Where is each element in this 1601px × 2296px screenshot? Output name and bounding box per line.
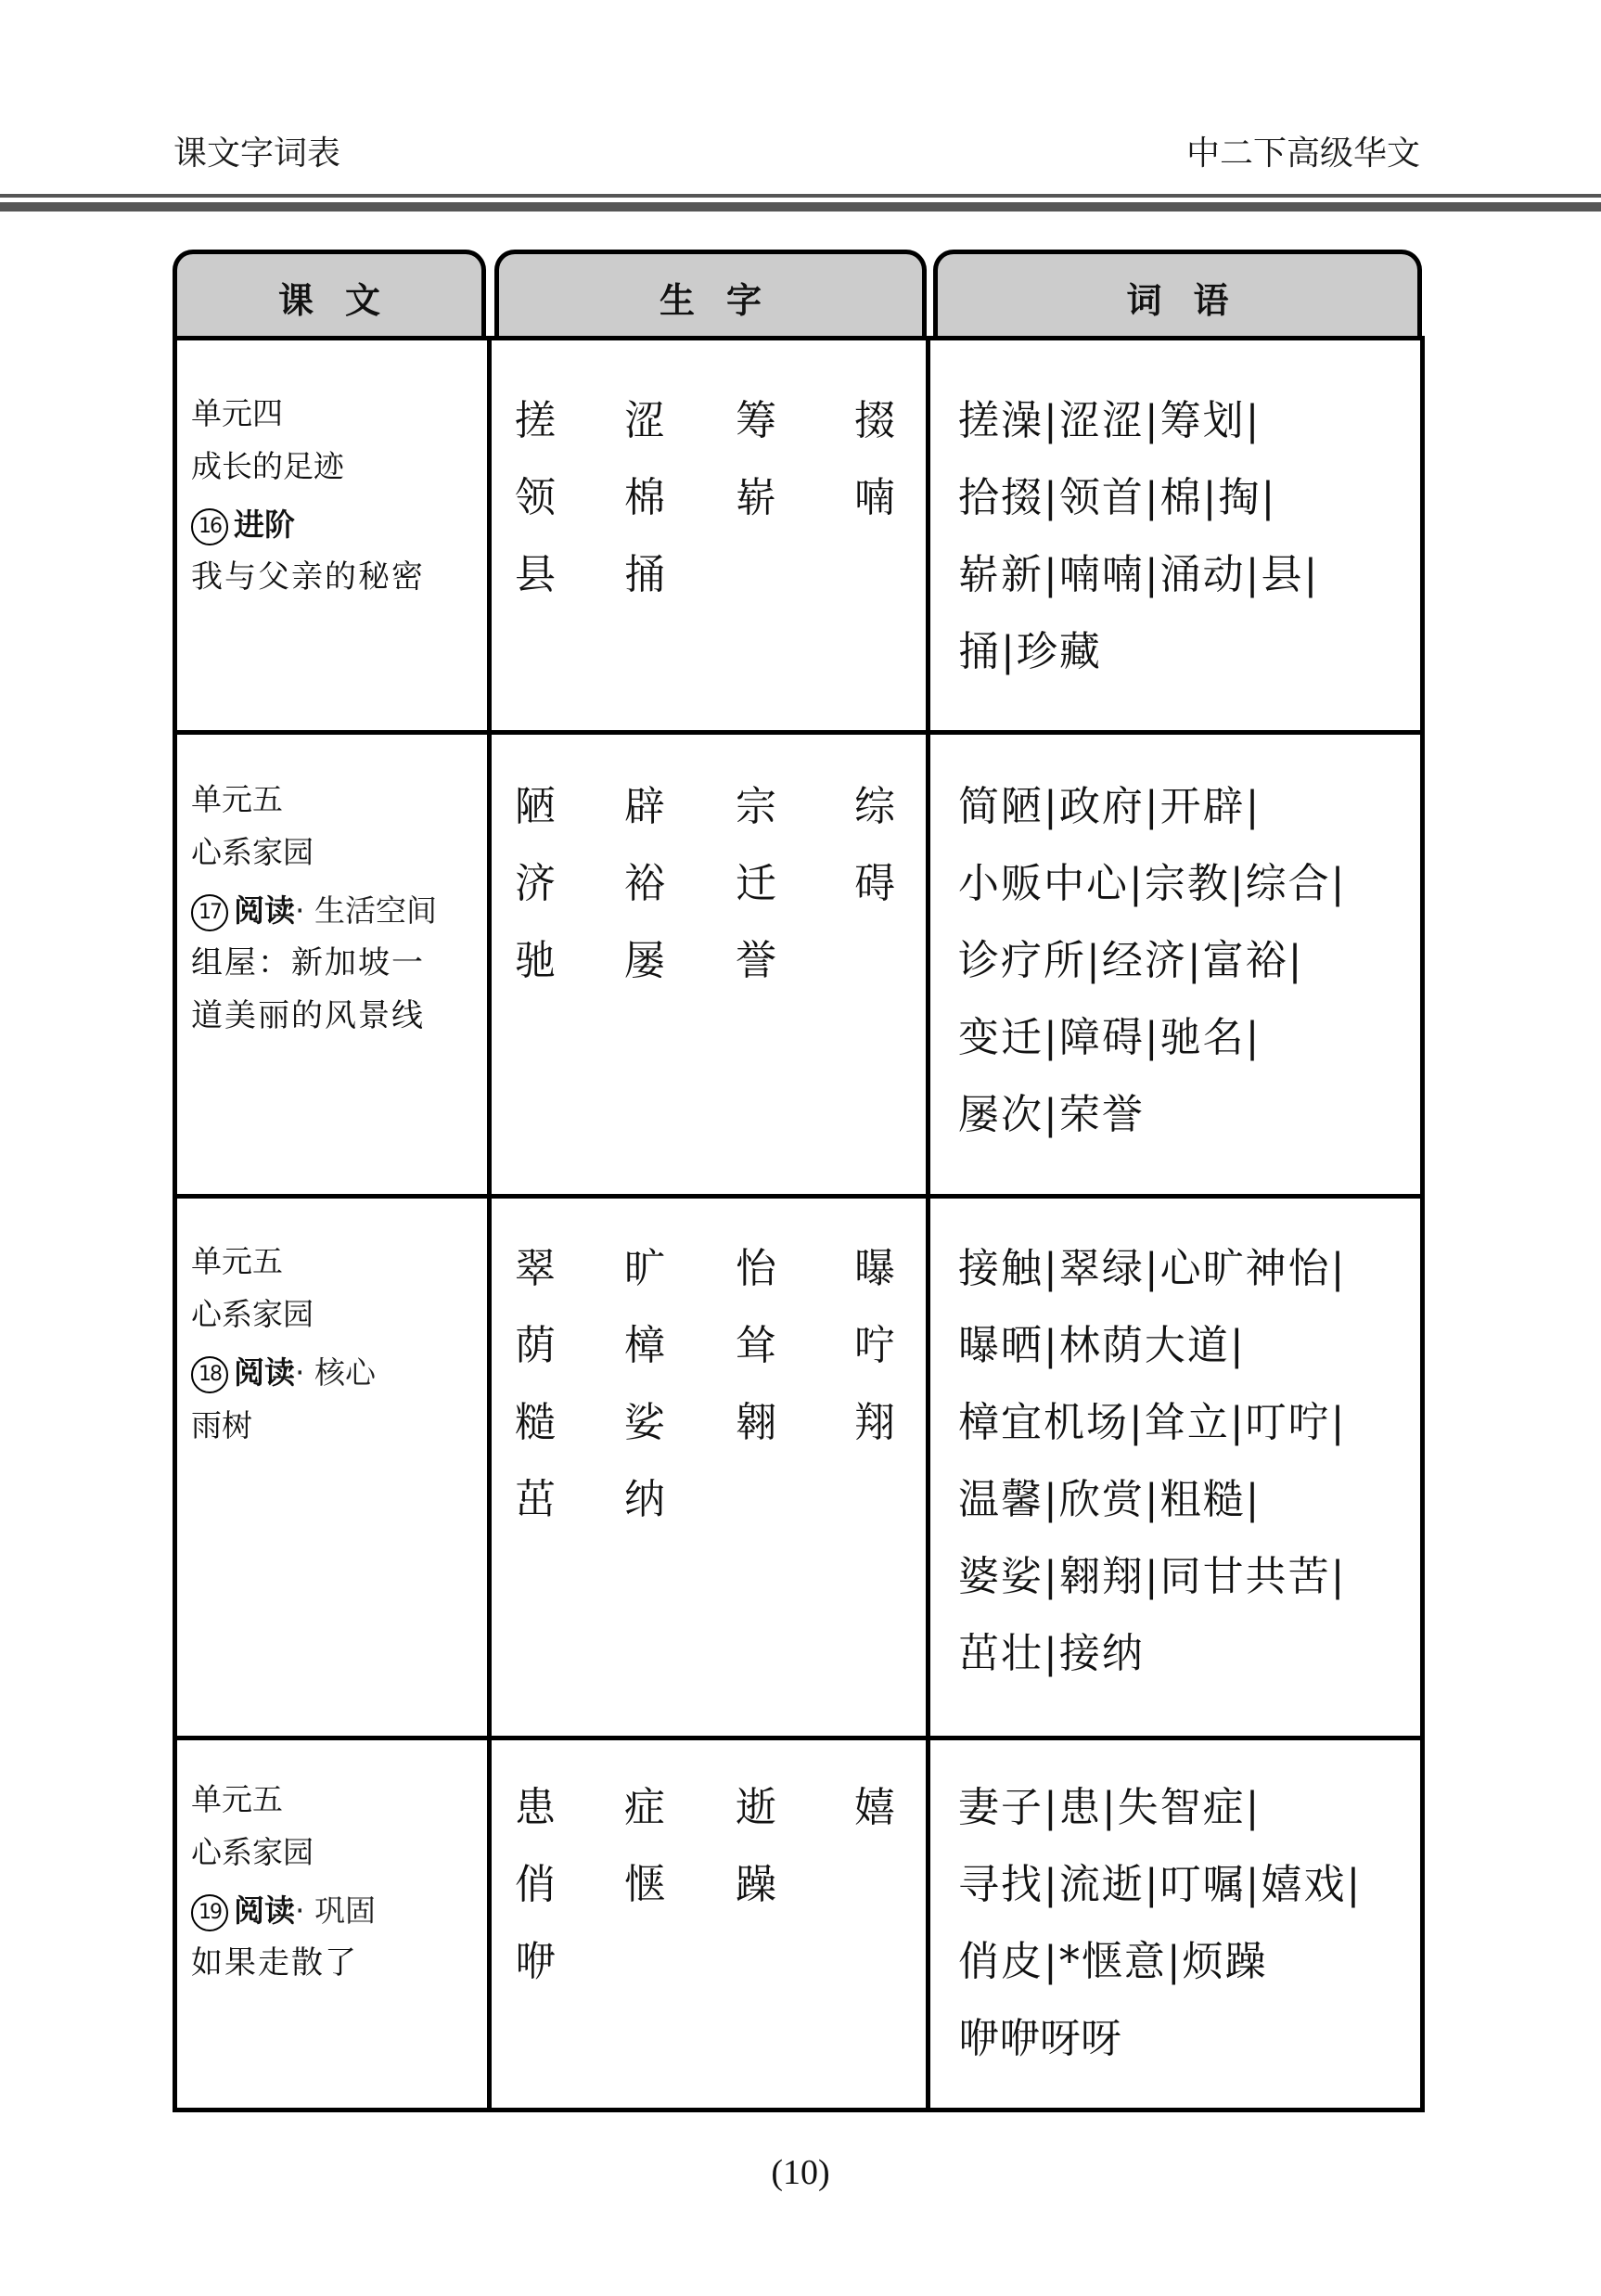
lesson-number-badge: 16 [191,508,228,545]
vocabulary-line: 搓澡|涩涩|筹划| [958,397,1262,444]
character: 裕 [624,860,665,907]
header-rule-thin [0,194,1601,198]
vocabulary-line: 樟宜机场|耸立|叮咛| [958,1399,1347,1446]
character: 惬 [624,1861,665,1908]
unit-label: 单元五 [191,1781,283,1817]
vocabulary-line: 咿咿呀呀 [958,2015,1121,2062]
character: 碍 [854,860,895,907]
running-head-right: 中二下高级华文 [1185,135,1420,173]
header-bottom-border [173,336,1425,340]
vocabulary-line: 婆娑|翱翔|同甘共苦| [958,1553,1347,1600]
character: 棉 [624,474,665,521]
vocabulary-line: 接触|翠绿|心旷神怡| [958,1245,1347,1292]
vocabulary-line: 捅|珍藏 [958,628,1102,675]
column-header-vocabulary: 词语 [933,250,1422,340]
character: 娑 [624,1399,665,1446]
vocabulary-line: 温馨|欣赏|粗糙| [958,1476,1262,1523]
lesson-cell [191,773,479,1043]
vocabulary-line: 诊疗所|经济|富裕| [958,937,1304,984]
vocabulary-line: 小贩中心|宗教|综合| [958,860,1347,907]
character: 筹 [736,397,776,444]
character: 纳 [624,1476,665,1523]
vocabulary-line: 拾掇|领首|棉|掏| [958,474,1277,521]
character: 曝 [854,1245,895,1292]
header-rule-thick [0,202,1601,212]
vocabulary-line: 简陋|政府|开辟| [958,783,1262,830]
row-divider [173,730,1425,735]
character: 喃 [854,474,895,521]
lesson-heading [191,884,479,937]
lesson-title: 如果走散了 [191,1944,358,1982]
lesson-number-badge: 19 [191,1894,228,1931]
lesson-title: 道美丽的风景线 [191,997,425,1034]
character: 崭 [736,474,776,521]
page-number: (10) [771,2153,830,2192]
unit-label: 单元五 [191,1243,283,1279]
characters-cell [515,1769,923,2000]
character: 茁 [515,1476,556,1523]
character: 翱 [736,1399,776,1446]
character: 嬉 [854,1784,895,1831]
row-divider [173,1194,1425,1199]
lesson-category: · 巩固 [295,1892,376,1929]
lesson-number-badge: 17 [191,894,228,931]
character: 躁 [736,1861,776,1908]
unit-theme: 心系家园 [191,1296,314,1332]
character: 领 [515,474,556,521]
vocabulary-cell [958,1769,1417,2077]
character: 翔 [854,1399,895,1446]
character: 誉 [736,937,776,984]
lesson-number-badge: 18 [191,1356,228,1393]
character: 旷 [624,1245,665,1292]
character: 陋 [515,783,556,830]
character: 糙 [515,1399,556,1446]
character: 涩 [624,397,665,444]
table-left-border [173,338,177,2111]
vocabulary-line: 妻子|患|失智症| [958,1784,1262,1831]
column-header-characters: 生字 [494,250,927,340]
character: 驰 [515,937,556,984]
lesson-title: 我与父亲的秘密 [191,558,425,596]
vocabulary-line: 茁壮|接纳 [958,1630,1145,1677]
lesson-type: 进阶 [234,507,295,543]
characters-cell [515,1230,923,1538]
character: 逝 [736,1784,776,1831]
character: 辟 [624,783,665,830]
column-header-lesson: 课文 [173,250,486,340]
lesson-heading [191,498,479,551]
character: 患 [515,1784,556,1831]
column-divider [926,338,930,2111]
unit-theme: 心系家园 [191,834,314,870]
lesson-cell [191,1773,479,1990]
characters-cell [515,382,923,613]
lesson-type: 阅读 [234,892,295,929]
lesson-type: 阅读 [234,1892,295,1929]
character: 俏 [515,1861,556,1908]
unit-label: 单元五 [191,781,283,817]
vocabulary-line: 屡次|荣誉 [958,1091,1145,1138]
vocabulary-line: 寻找|流逝|叮嘱|嬉戏| [958,1861,1363,1908]
row-divider [173,1736,1425,1740]
vocabulary-line: 变迁|障碍|驰名| [958,1014,1262,1061]
vocabulary-cell [958,768,1417,1153]
unit-label: 单元四 [191,395,283,431]
character: 症 [624,1784,665,1831]
character: 翠 [515,1245,556,1292]
character: 搓 [515,397,556,444]
column-divider [487,338,492,2111]
lesson-category: · 核心 [295,1354,376,1391]
character: 咛 [854,1322,895,1369]
lesson-title: 雨树 [191,1407,252,1443]
character: 县 [515,551,556,598]
character: 迁 [736,860,776,907]
character: 怡 [736,1245,776,1292]
lesson-type: 阅读 [234,1354,295,1391]
vocabulary-cell [958,1230,1417,1692]
lesson-heading [191,1346,479,1399]
character: 宗 [736,783,776,830]
character: 综 [854,783,895,830]
vocabulary-line: 崭新|喃喃|涌动|县| [958,551,1320,598]
lesson-cell [191,387,479,604]
lesson-title: 组屋：新加坡一 [191,944,425,981]
vocabulary-cell [958,382,1417,690]
lesson-heading [191,1884,479,1937]
unit-theme: 心系家园 [191,1834,314,1870]
character: 咿 [515,1938,556,1985]
character: 捅 [624,551,665,598]
vocabulary-line: 俏皮|*惬意|烦躁 [958,1938,1268,1985]
character: 屡 [624,937,665,984]
character: 荫 [515,1322,556,1369]
character: 掇 [854,397,895,444]
table-right-border [1420,338,1425,2111]
characters-cell [515,768,923,999]
character: 济 [515,860,556,907]
table-bottom-border [173,2108,1425,2112]
vocabulary-line: 曝晒|林荫大道| [958,1322,1246,1369]
character: 樟 [624,1322,665,1369]
lesson-category: · 生活空间 [295,892,437,929]
running-head-left: 课文字词表 [173,135,341,173]
unit-theme: 成长的足迹 [191,448,344,484]
character: 耸 [736,1322,776,1369]
lesson-cell [191,1235,479,1452]
